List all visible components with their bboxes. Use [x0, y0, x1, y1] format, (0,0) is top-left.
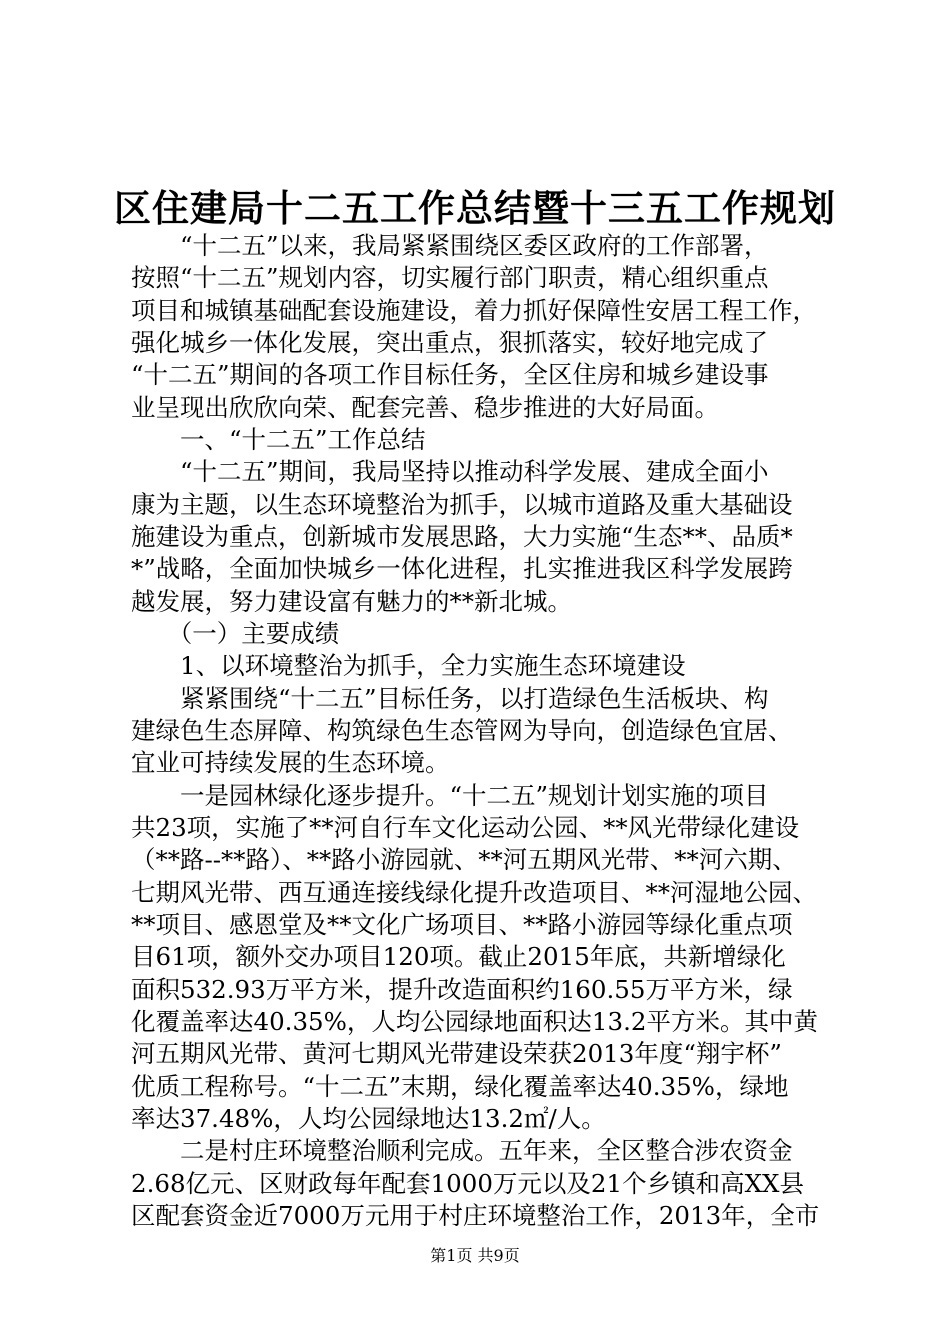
body-line: 项目和城镇基础配套设施建设，着力抓好保障性安居工程工作，	[131, 295, 817, 325]
body-line: 业呈现出欣欣向荣、配套完善、稳步推进的大好局面。	[131, 392, 719, 422]
body-line: 越发展，努力建设富有魅力的**新北城。	[131, 586, 572, 616]
body-line: “十二五”期间，我局坚持以推动科学发展、建成全面小	[131, 457, 769, 487]
subsection-heading: （一）主要成绩	[131, 619, 340, 648]
document-title: 区住建局十二五工作总结暨十三五工作规划	[114, 187, 836, 230]
section-heading: 一、“十二五”工作总结	[131, 425, 426, 454]
page-footer: 第1页 共9页	[430, 1246, 520, 1265]
body-line: 河五期风光带、黄河七期风光带建设荣获2013年度“翔宇杯”	[131, 1039, 782, 1069]
body-line: **项目、感恩堂及**文化广场项目、**路小游园等绿化重点项	[131, 910, 793, 939]
body-line: 目61项，额外交办项目120项。截止2015年底，共新增绿化	[131, 942, 786, 972]
body-line: 按照“十二五”规划内容，切实履行部门职责，精心组织重点	[131, 263, 769, 293]
body-line: 化覆盖率达40.35%，人均公园绿地面积达13.2平方米。其中黄	[131, 1007, 818, 1036]
subsection-heading: 1、以环境整治为抓手，全力实施生态环境建设	[131, 651, 686, 681]
body-line: 康为主题，以生态环境整治为抓手，以城市道路及重大基础设	[131, 489, 793, 519]
body-line: 面积532.93万平方米，提升改造面积约160.55万平方米，绿	[131, 974, 793, 1004]
body-line: 优质工程称号。“十二五”末期，绿化覆盖率达40.35%，绿地	[131, 1071, 789, 1101]
body-line: 区配套资金近7000万元用于村庄环境整治工作，2013年，全市	[131, 1201, 820, 1230]
body-line: 建绿色生态屏障、构筑绿色生态管网为导向，创造绿色宜居、	[131, 716, 793, 745]
body-line: “十二五”以来，我局紧紧围绕区委区政府的工作部署，	[131, 231, 769, 260]
body-line: 宜业可持续发展的生态环境。	[131, 748, 450, 778]
body-line: 率达37.48%，人均公园绿地达13.2㎡/人。	[131, 1104, 606, 1133]
body-line: *”战略，全面加快城乡一体化进程，扎实推进我区科学发展跨	[131, 554, 793, 584]
body-line: 施建设为重点，创新城市发展思路，大力实施“生态**、品质*	[131, 522, 793, 551]
body-line: “十二五”期间的各项工作目标任务，全区住房和城乡建设事	[131, 360, 769, 390]
body-line: 2.68亿元、区财政每年配套1000万元以及21个乡镇和高XX县	[131, 1168, 804, 1198]
body-line: 共23项，实施了**河自行车文化运动公园、**风光带绿化建设	[131, 813, 800, 842]
body-line: 紧紧围绕“十二五”目标任务，以打造绿色生活板块、构	[131, 683, 769, 713]
body-line: 强化城乡一体化发展，突出重点，狠抓落实，较好地完成了	[131, 328, 768, 357]
body-line: 二是村庄环境整治顺利完成。五年来，全区整合涉农资金	[131, 1136, 793, 1166]
body-line: 一是园林绿化逐步提升。“十二五”规划计划实施的项目	[131, 780, 769, 810]
body-line: （**路--**路）、**路小游园就、**河五期风光带、**河六期、	[131, 845, 797, 875]
body-line: 七期风光带、西互通连接线绿化提升改造项目、**河湿地公园、	[131, 877, 817, 907]
